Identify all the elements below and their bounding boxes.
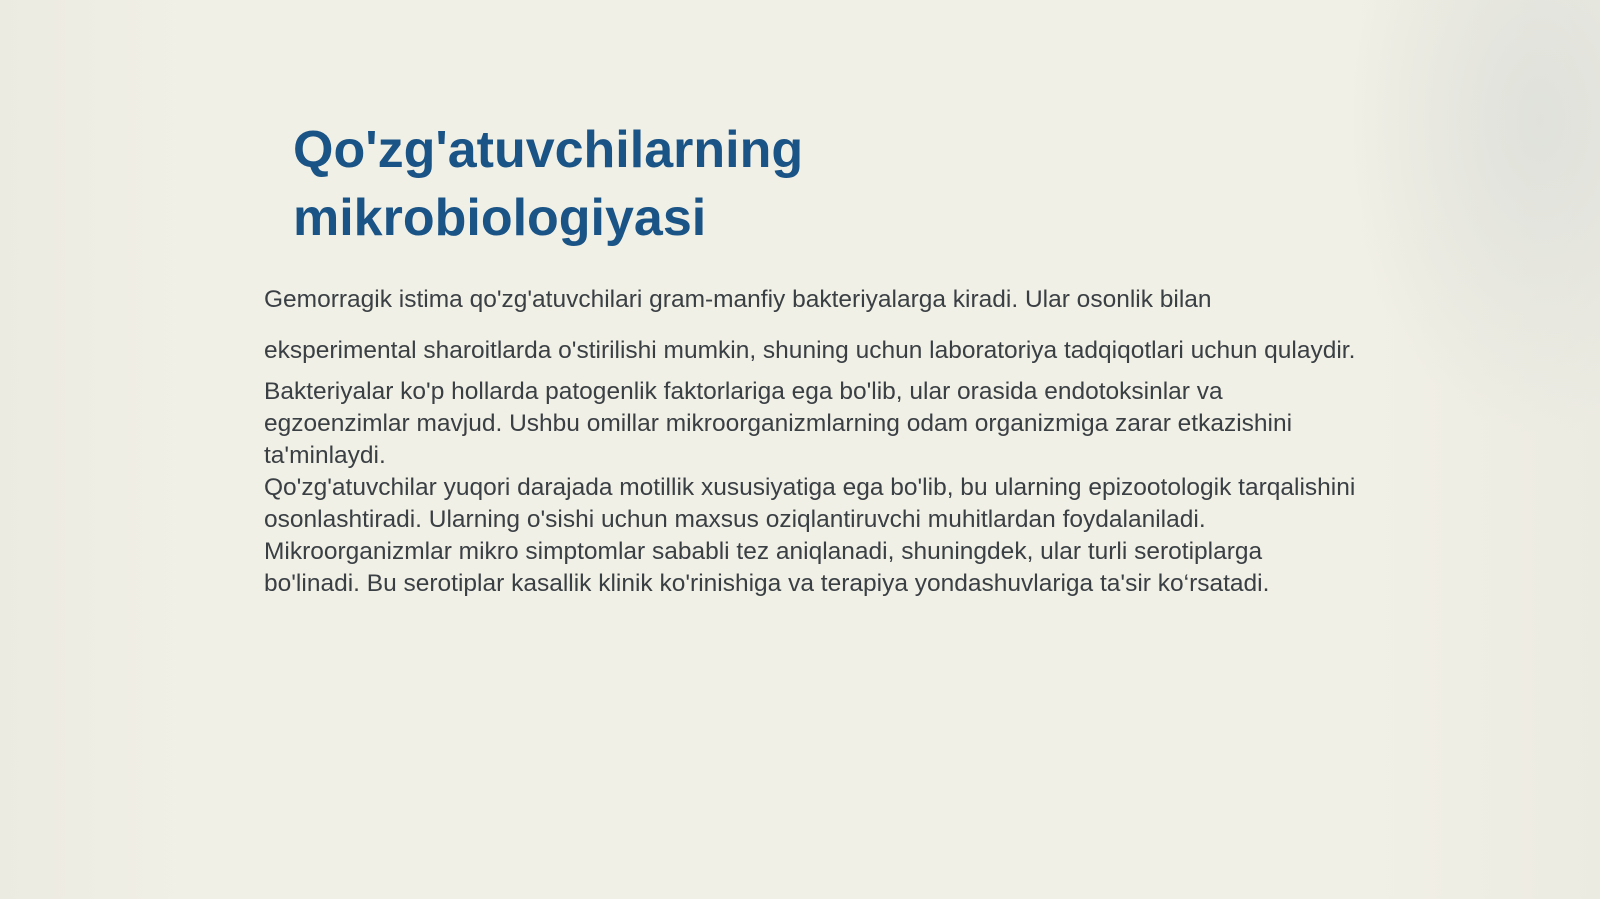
- paragraph-serotypes: Mikroorganizmlar mikro simptomlar sababli tez aniqlanadi, shuningdek, ular turli serotiplarga bo'linadi. Bu serotiplar kasallik klinik ko'rinishiga va terapiya yondashuvlariga ta'sir ko‘rsatadi.: [264, 538, 1270, 597]
- paragraph-pathogenicity: Bakteriyalar ko'p hollarda patogenlik faktorlariga ega bo'lib, ular orasida endotoksinlar va egzoenzimlar mavjud. Ushbu omillar mikroorganizmlarning odam organizmiga zarar etkazishini ta'minlaydi.: [264, 378, 1293, 469]
- paragraph-culture: Gemorragik istima qo'zg'atuvchilari gram-manfiy bakteriyalarga kiradi. Ular osonlik bilan eksperimental sharoitlarda o'stirilishi mumkin, shuning uchun laboratoriya tadqiqotlari uchun qulaydir.: [264, 286, 1356, 364]
- slide-title: [293, 116, 1193, 252]
- slide-body: [264, 274, 1364, 600]
- paragraph-motility: Qo'zg'atuvchilar yuqori darajada motillik xususiyatiga ega bo'lib, bu ularning epizootologik tarqalishini osonlashtiradi. Ularning o'sishi uchun maxsus oziqlantiruvchi muhitlardan foydalaniladi.: [264, 474, 1356, 533]
- slide-title-line-1: Qo'zg'atuvchilarning: [293, 121, 804, 179]
- slide-title-line-2: mikrobiologiyasi: [293, 189, 707, 247]
